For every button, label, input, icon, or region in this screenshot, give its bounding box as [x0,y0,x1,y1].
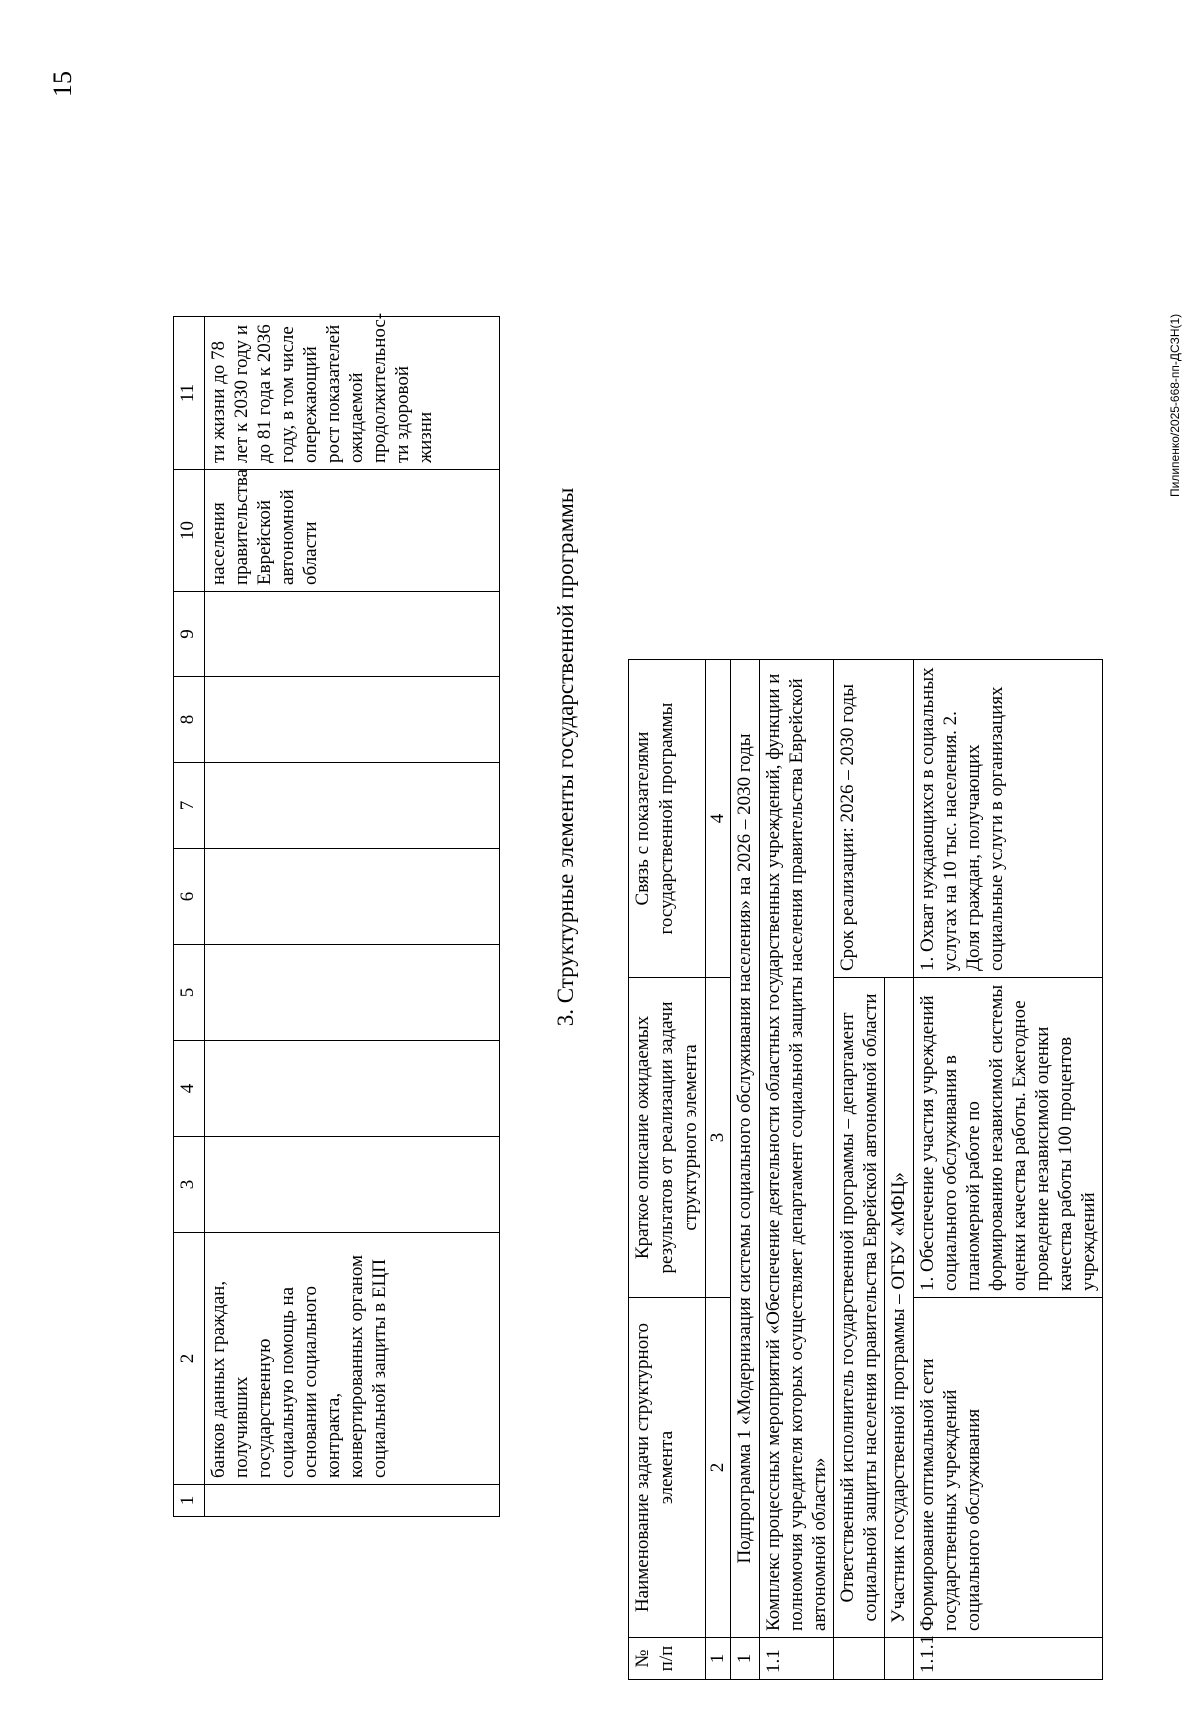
table-cell-executor: населения правительства Еврейской автономной области [205,470,500,592]
header-cell-number: № п/п [629,1638,706,1680]
table-cell [205,849,500,945]
table-cell [834,1638,885,1680]
header-row [629,660,706,1680]
continuation-table [173,312,500,1517]
table-cell [205,677,500,763]
table-cell-goal: ти жизни до 78 лет к 2030 году и до 81 года к 2036 году, в том числе опережающий рост показателей ожидаемой продолжительнос-ти здоровой жизни [205,317,500,470]
header-cell: 1 [174,1485,205,1517]
header-cell: 7 [174,763,205,849]
header-cell: 4 [174,1041,205,1137]
implementation-term: Срок реализации: 2026 – 2030 годы [834,660,914,978]
responsible-row [834,660,885,1680]
row-number: 1.1.1 [914,1638,1103,1680]
table-cell [205,763,500,849]
table-cell [205,1137,500,1233]
expected-results: 1. Обеспечение участия учреждений социального обслуживания в планомерной работе по формированию независимой системы оценки качества работы. Ежегодное проведение независимой оценки качества работы 100 процентов учреждений [914,978,1103,1298]
column-number: 2 [706,1298,731,1638]
structural-elements-table [628,659,1103,1680]
table-cell [205,1485,500,1517]
column-number-row [706,660,731,1680]
table-cell [205,592,500,677]
row-number: 1.1 [760,1638,834,1680]
task-name: Формирование оптимальной сети государственных учреждений социального обслуживания [914,1298,1103,1638]
column-number: 1 [706,1638,731,1680]
header-cell: 5 [174,945,205,1041]
header-cell: 6 [174,849,205,945]
table-row [205,317,500,1517]
header-cell-task: Наименование задачи структурного элемента [629,1298,706,1638]
header-cell-results: Краткое описание ожидаемых результатов от реализации задачи структурного элемента [629,978,706,1298]
complex-row [760,660,834,1680]
responsible-executor: Ответственный исполнитель государственной программы – департамент социальной защиты населения правительства Еврейской автономной области [834,978,885,1638]
complex-title: Комплекс процессных мероприятий «Обеспечение деятельности областных государственных учреждений, функции и полномочия учредителя которых осуществляет департамент социальной защиты населения правительства Еврейской автономной области» [760,660,834,1638]
subprogram-title: Подпрограмма 1 «Модернизация системы социального обслуживания населения» на 2026 – 2030 годы [731,660,760,1638]
subprogram-row [731,660,760,1680]
table-cell [205,945,500,1041]
table-cell [885,1638,914,1680]
table-cell-description: банков данных граждан, получивших государственную социальную помощь на основании социального контракта, конвертированных органом социальной защиты в ЕЦП [205,1233,500,1485]
column-number: 4 [706,660,731,978]
header-row [174,317,205,1517]
linked-indicators: 1. Охват нуждающихся в социальных услугах на 10 тыс. населения. 2. Доля граждан, получающих социальные услуги в организациях [914,660,1103,978]
header-cell: 11 [174,317,205,470]
section-title: 3. Структурные элементы государственной программы [553,487,578,1027]
column-number: 3 [706,978,731,1298]
header-cell: 3 [174,1137,205,1233]
document-code: Пилипенко/2025-668-пп-ДСЗН(1) [1168,313,1182,497]
program-participant: Участник государственной программы – ОГБУ «МФЦ» [885,978,914,1638]
header-cell: 9 [174,592,205,677]
page-number: 15 [48,71,77,97]
table-cell [205,1041,500,1137]
header-cell-indicators: Связь с показателями государственной программы [629,660,706,978]
header-cell: 10 [174,470,205,592]
header-cell: 2 [174,1233,205,1485]
task-row [914,660,1103,1680]
row-number: 1 [731,1638,760,1680]
header-cell: 8 [174,677,205,763]
